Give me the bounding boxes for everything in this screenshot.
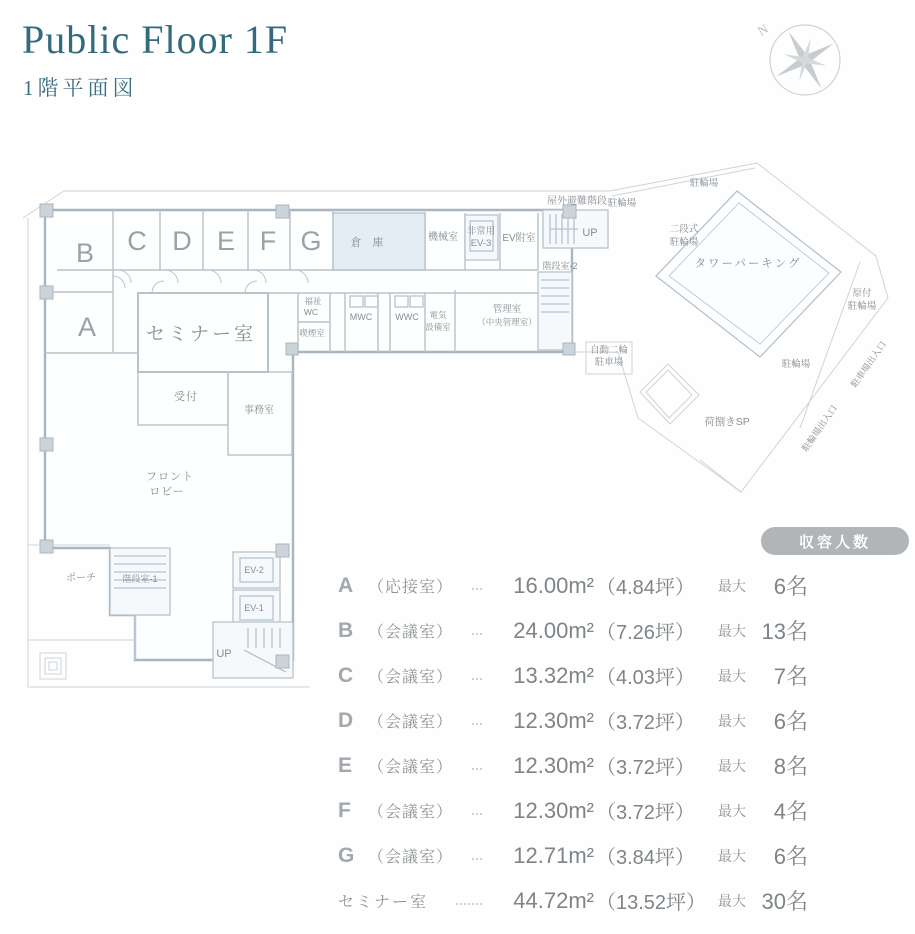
max-label: 最大 <box>718 757 746 774</box>
compass-north-label: N <box>755 20 771 39</box>
label-lobby-2: ロビー <box>149 486 185 498</box>
capacity-row-c <box>338 653 808 698</box>
label-bicycle-parking-2: 駐輪場 <box>689 178 719 189</box>
capacity-count: 8名 <box>773 754 808 779</box>
room-name: （会議室） <box>368 669 454 686</box>
room-letter-d: D <box>172 226 192 256</box>
room-tsubo: （3.72坪） <box>596 757 695 779</box>
room-letter: A <box>338 573 354 597</box>
label-smoking-room: 喫煙室 <box>299 328 325 338</box>
room-letter-c: C <box>127 226 147 256</box>
room-letter-e: E <box>216 226 236 256</box>
room-letter: F <box>338 798 351 822</box>
capacity-row-a <box>338 563 808 608</box>
room-letter: B <box>338 618 354 642</box>
capacity-row-seminar <box>338 878 808 923</box>
label-admin-2: （中央管理室） <box>477 317 537 327</box>
tower-parking-structure <box>656 191 841 357</box>
capacity-count: 30名 <box>761 889 808 914</box>
label-stairwell-1: 階段室-1 <box>122 574 158 584</box>
label-electrical-1: 電気 <box>429 310 447 320</box>
dotted-leader <box>472 722 482 725</box>
dotted-leader <box>472 767 482 770</box>
capacity-count: 6名 <box>773 574 808 599</box>
compass-rose <box>755 15 850 105</box>
room-name: （応接室） <box>368 579 454 596</box>
room-area: 44.72m² <box>513 887 594 913</box>
label-up-top: UP <box>582 227 598 239</box>
capacity-table <box>338 563 808 923</box>
room-area: 12.71m² <box>513 842 594 868</box>
max-label: 最大 <box>718 802 746 819</box>
room-letter: G <box>338 843 355 867</box>
label-tower-parking: タワーパーキング <box>694 258 802 270</box>
label-welfare-wc-2: WC <box>303 307 319 317</box>
label-office: 事務室 <box>244 405 274 416</box>
dotted-leader <box>472 587 482 590</box>
room-letter: D <box>338 708 354 732</box>
capacity-row-b <box>338 608 808 653</box>
page-subtitle: 1階平面図 <box>23 76 138 100</box>
room-letter-f: F <box>259 226 277 256</box>
label-loading-space: 荷捌きSP <box>704 416 750 428</box>
room-area: 12.30m² <box>513 797 594 823</box>
dotted-leader <box>472 857 482 860</box>
room-tsubo: （3.72坪） <box>596 712 695 734</box>
label-parking-gate: 駐車場出入口 <box>848 339 889 390</box>
max-label: 最大 <box>718 847 746 864</box>
max-label: 最大 <box>718 892 746 909</box>
capacity-count: 6名 <box>773 709 808 734</box>
label-moped-2: 駐輪場 <box>847 301 877 312</box>
room-letter-b: B <box>75 238 95 268</box>
label-motorcycle-1: 自動二輪 <box>589 345 629 356</box>
label-bicycle-parking-1: 駐輪場 <box>607 198 637 209</box>
label-two-tier-1: 二段式 <box>669 224 699 235</box>
label-reception: 受付 <box>174 391 198 403</box>
room-letter-a: A <box>77 312 97 342</box>
label-ev-vestibule: EV附室 <box>502 233 536 244</box>
dotted-leader <box>456 902 482 905</box>
room-tsubo: （7.26坪） <box>596 622 695 644</box>
room-tsubo: （4.84坪） <box>596 577 695 599</box>
label-bicycle-gate: 駐輪場出入口 <box>799 403 840 454</box>
room-letter-g: G <box>300 226 322 256</box>
dotted-leader <box>472 677 482 680</box>
room-area: 12.30m² <box>513 707 594 733</box>
label-lobby-1: フロント <box>146 471 194 483</box>
label-seminar-room: セミナー室 <box>145 324 257 345</box>
dotted-leader <box>472 812 482 815</box>
label-porch: ポーチ <box>66 573 96 584</box>
label-ev2: EV-2 <box>244 565 264 575</box>
max-label: 最大 <box>718 667 746 684</box>
capacity-count: 13名 <box>761 619 808 644</box>
room-letter: セミナー室 <box>338 894 429 911</box>
label-stairwell-2: 階段室-2 <box>542 261 578 271</box>
room-name: （会議室） <box>368 804 454 821</box>
room-name: （会議室） <box>368 759 454 776</box>
label-bicycle-parking-3: 駐輪場 <box>781 359 811 370</box>
room-letter: C <box>338 663 354 687</box>
label-two-tier-2: 駐輪場 <box>669 237 699 248</box>
capacity-count: 4名 <box>773 799 808 824</box>
label-mwc: MWC <box>349 312 373 322</box>
max-label: 最大 <box>718 577 746 594</box>
room-letter: E <box>338 753 353 777</box>
label-admin-1: 管理室 <box>492 304 522 315</box>
label-electrical-2: 設備室 <box>425 322 451 332</box>
room-area: 13.32m² <box>513 662 594 688</box>
capacity-count: 6名 <box>773 844 808 869</box>
capacity-row-e <box>338 743 808 788</box>
capacity-count: 7名 <box>773 664 808 689</box>
page-title: Public Floor 1F <box>22 17 289 62</box>
label-motorcycle-2: 駐車場 <box>594 357 624 368</box>
room-tsubo: （3.72坪） <box>596 802 695 824</box>
label-storage: 倉 庫 <box>350 237 388 249</box>
room-area: 24.00m² <box>513 617 594 643</box>
label-ev1: EV-1 <box>244 603 264 613</box>
label-welfare-wc-1: 福祉 <box>304 296 322 306</box>
room-tsubo: （3.84坪） <box>596 847 695 869</box>
capacity-row-g <box>338 833 808 878</box>
label-up-bottom: UP <box>216 648 232 660</box>
label-outdoor-stairs: 屋外避難階段 <box>547 196 607 207</box>
capacity-row-f <box>338 788 808 833</box>
room-tsubo: （4.03坪） <box>596 667 695 689</box>
room-area: 12.30m² <box>513 752 594 778</box>
dotted-leader <box>472 632 482 635</box>
max-label: 最大 <box>718 712 746 729</box>
label-machine-room: 機械室 <box>428 232 458 243</box>
room-area: 16.00m² <box>513 572 594 598</box>
capacity-badge: 収容人数 <box>761 527 909 555</box>
label-wwc: WWC <box>395 312 419 322</box>
room-name: （会議室） <box>368 714 454 731</box>
room-tsubo: （13.52坪） <box>596 892 707 914</box>
room-name: （会議室） <box>368 849 454 866</box>
label-emergency-ev-1: 非常用 <box>466 226 496 237</box>
label-emergency-ev-2: EV-3 <box>470 238 492 249</box>
max-label: 最大 <box>718 622 746 639</box>
label-moped-1: 原付 <box>852 288 872 299</box>
room-name: （会議室） <box>368 624 454 641</box>
capacity-row-d <box>338 698 808 743</box>
